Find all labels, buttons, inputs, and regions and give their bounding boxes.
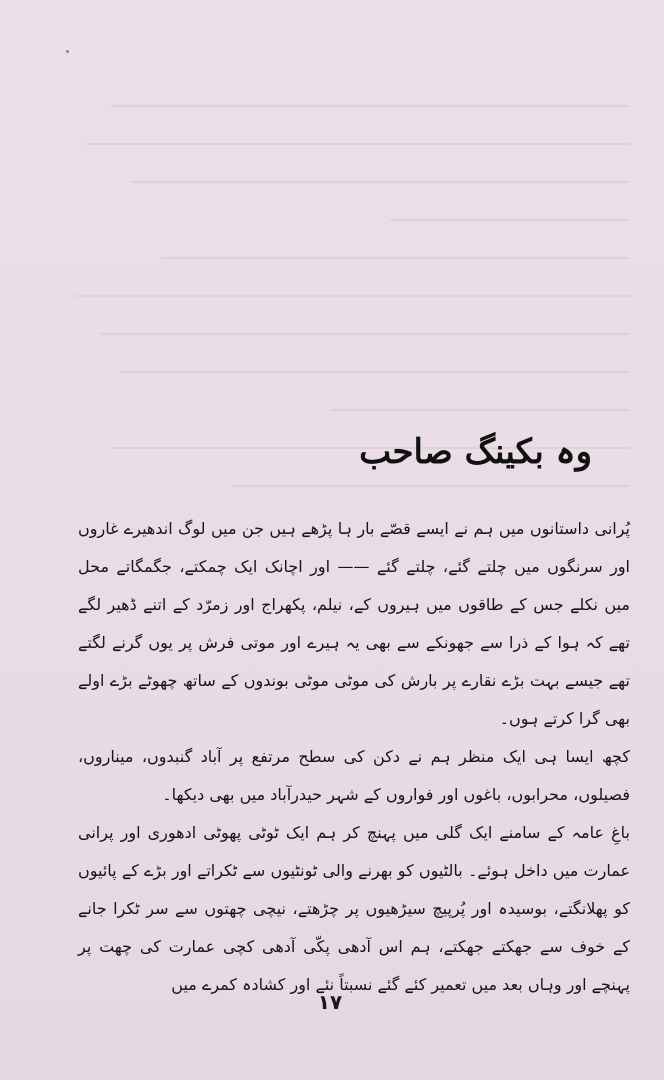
body-text <box>78 510 630 994</box>
chapter-title: وہ بکینگ صاحب <box>359 432 592 472</box>
page-number: ۱۷ <box>317 990 343 1014</box>
paragraph: پُرانی داستانوں میں ہم نے ایسے قصّے بار ہا پڑھے ہیں جن میں لوگ اندھیرے غاروں اور سرنگوں میں چلتے گئے، چلتے گئے —— اور اچانک ایک چمکتے، جگمگاتے محل میں نکلے جس کے طاقوں میں ہیروں کے، نیلم، پکھراج اور زمرّد کے اتنے ڈھیر لگے تھے کہ ہوا کے ذرا سے جھونکے سے بھی یہ ہیرے اور موتی فرش پر یوں گرنے لگتے تھے جیسے بہت بڑے نقارے پر بارش کی موٹی موٹی بوندوں کے ساتھ چھوٹے بڑے اولے بھی گرا کرتے ہوں۔ <box>78 519 630 728</box>
print-speck <box>66 50 69 53</box>
paragraph: باغِ عامہ کے سامنے ایک گلی میں پہنچ کر ہم ایک ٹوٹی پھوٹی ادھوری اور پرانی عمارت میں داخل ہوئے۔ بالٹیوں کو بھرنے والی ٹونٹیوں سے ٹکراتے اور بڑے کے پائیوں کو پھلانگتے، بوسیدہ اور پُرپیچ سیڑھیوں پر چڑھتے، نیچی چھتوں سے سر ٹکرا جانے کے خوف سے جھکتے جھکتے، ہم اس آدھی پکّی آدھی کچی عمارت کی چھت پر پہنچے اور وہاں بعد میں تعمیر کئے گئے نسبتاً نئے اور کشادہ کمرے میں <box>78 823 630 994</box>
paragraph: کچھ ایسا ہی ایک منظر ہم نے دکن کی سطح مرتفع پر آباد گنبدوں، میناروں، فصیلوں، محرابوں، باغوں اور فواروں کے شہر حیدرآباد میں بھی دیکھا۔ <box>78 747 630 804</box>
